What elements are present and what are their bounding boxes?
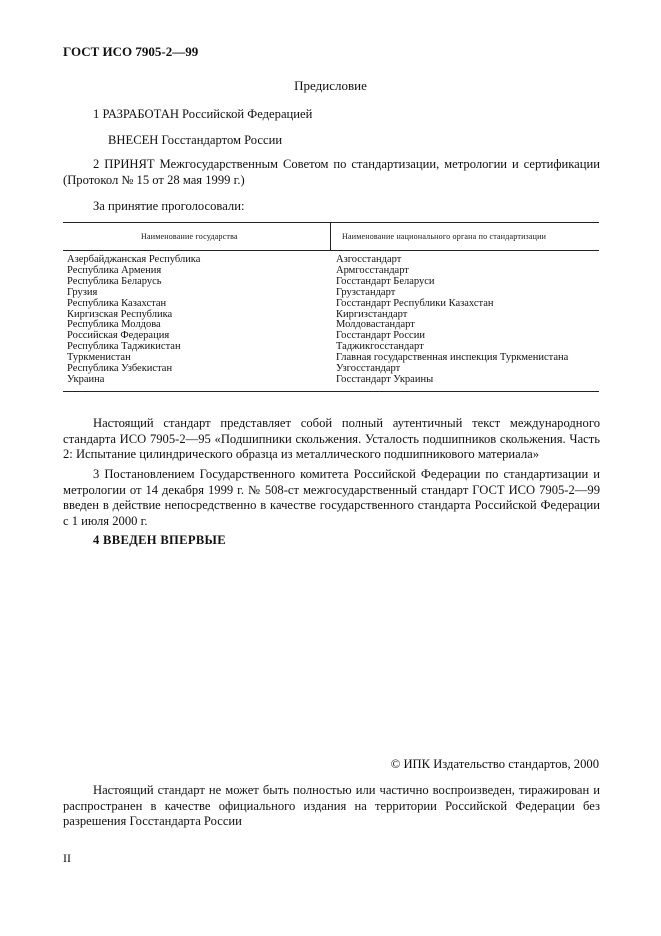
reproduction-notice-text: Настоящий стандарт не может быть полностью или частично воспроизведен, тиражирован и распространен в качестве официального издания на территории Российской Федерации без разрешения Госстандарта России [63,783,600,828]
table-cell-state: Республика Армения [67,264,162,276]
table-column-divider [330,223,331,250]
reproduction-notice [63,783,600,830]
table-cell-body: Азгосстандарт [336,254,402,265]
bodies-column [336,255,568,386]
authentic-text: Настоящий стандарт представляет собой полный аутентичный текст международного стандарта ИСО 7905-2—95 «Подшипники скольжения. Усталость подшипников скольжения. Часть 2: Испытание цилиндрического образца из металлического подшипникового материала» [63,416,600,461]
table-cell-body: Госстандарт Украины [336,373,434,385]
table-header-state: Наименование государства [141,232,238,241]
authentic-text-paragraph [63,416,600,463]
table-cell-state: Украина [67,373,105,385]
table-cell-body: Молдовастандарт [336,319,415,331]
table-cell-state: Российская Федерация [67,330,170,342]
voted-label: За принятие проголосовали: [93,199,245,213]
item-1-developed: 1 РАЗРАБОТАН Российской Федерацией [93,107,313,121]
table-cell-state: Азербайджанская Республика [67,254,201,265]
table-cell-body: Госстандарт Беларуси [336,275,435,287]
table-cell-state: Республика Беларусь [67,275,162,287]
table-cell-state: Республика Узбекистан [67,363,173,375]
table-cell-state: Грузия [67,286,98,298]
table-cell-state: Республика Казахстан [67,297,167,309]
item-3-text: 3 Постановлением Государственного комитета Российской Федерации по стандартизации и метрологии от 14 декабря 1999 г. № 508-ст межгосударственный стандарт ГОСТ ИСО 7905-2—99 введен в действие непосредственно в качестве государственного стандарта Российской Федерации с 1 июля 2000 г. [63,467,600,528]
item-2-text: 2 ПРИНЯТ Межгосударственным Советом по стандартизации, метрологии и сертификации (Протокол № 15 от 28 мая 1999 г.) [63,157,600,187]
item-4-first-introduced: 4 ВВЕДЕН ВПЕРВЫЕ [93,533,226,547]
table-cell-body: Узгосстандарт [336,363,401,375]
table-cell-state: Туркменистан [67,352,131,364]
document-code: ГОСТ ИСО 7905-2—99 [63,44,199,59]
table-cell-state: Республика Молдова [67,319,161,331]
table-header-divider [63,250,599,251]
table-cell-body: Таджикгосстандарт [336,341,424,353]
table-cell-body: Армгосстандарт [336,264,409,276]
page-number: II [63,851,71,865]
table-cell-state: Республика Таджикистан [67,341,181,353]
item-3-resolution [63,467,600,529]
table-cell-body: Грузстандарт [336,286,396,298]
item-2-adopted [63,157,600,188]
table-cell-body: Киргизстандарт [336,308,408,320]
table-header-body: Наименование национального органа по стандартизации [342,232,547,241]
voting-table [63,222,599,392]
page-title: Предисловие [294,78,367,93]
table-cell-body: Главная государственная инспекция Туркменистана [336,352,569,364]
table-cell-body: Госстандарт Республики Казахстан [336,297,494,309]
table-cell-state: Киргизская Республика [67,308,173,320]
copyright-line: © ИПК Издательство стандартов, 2000 [390,757,599,771]
table-cell-body: Госстандарт России [336,330,425,342]
item-1-introduced: ВНЕСЕН Госстандартом России [108,133,283,147]
states-column [67,255,200,386]
